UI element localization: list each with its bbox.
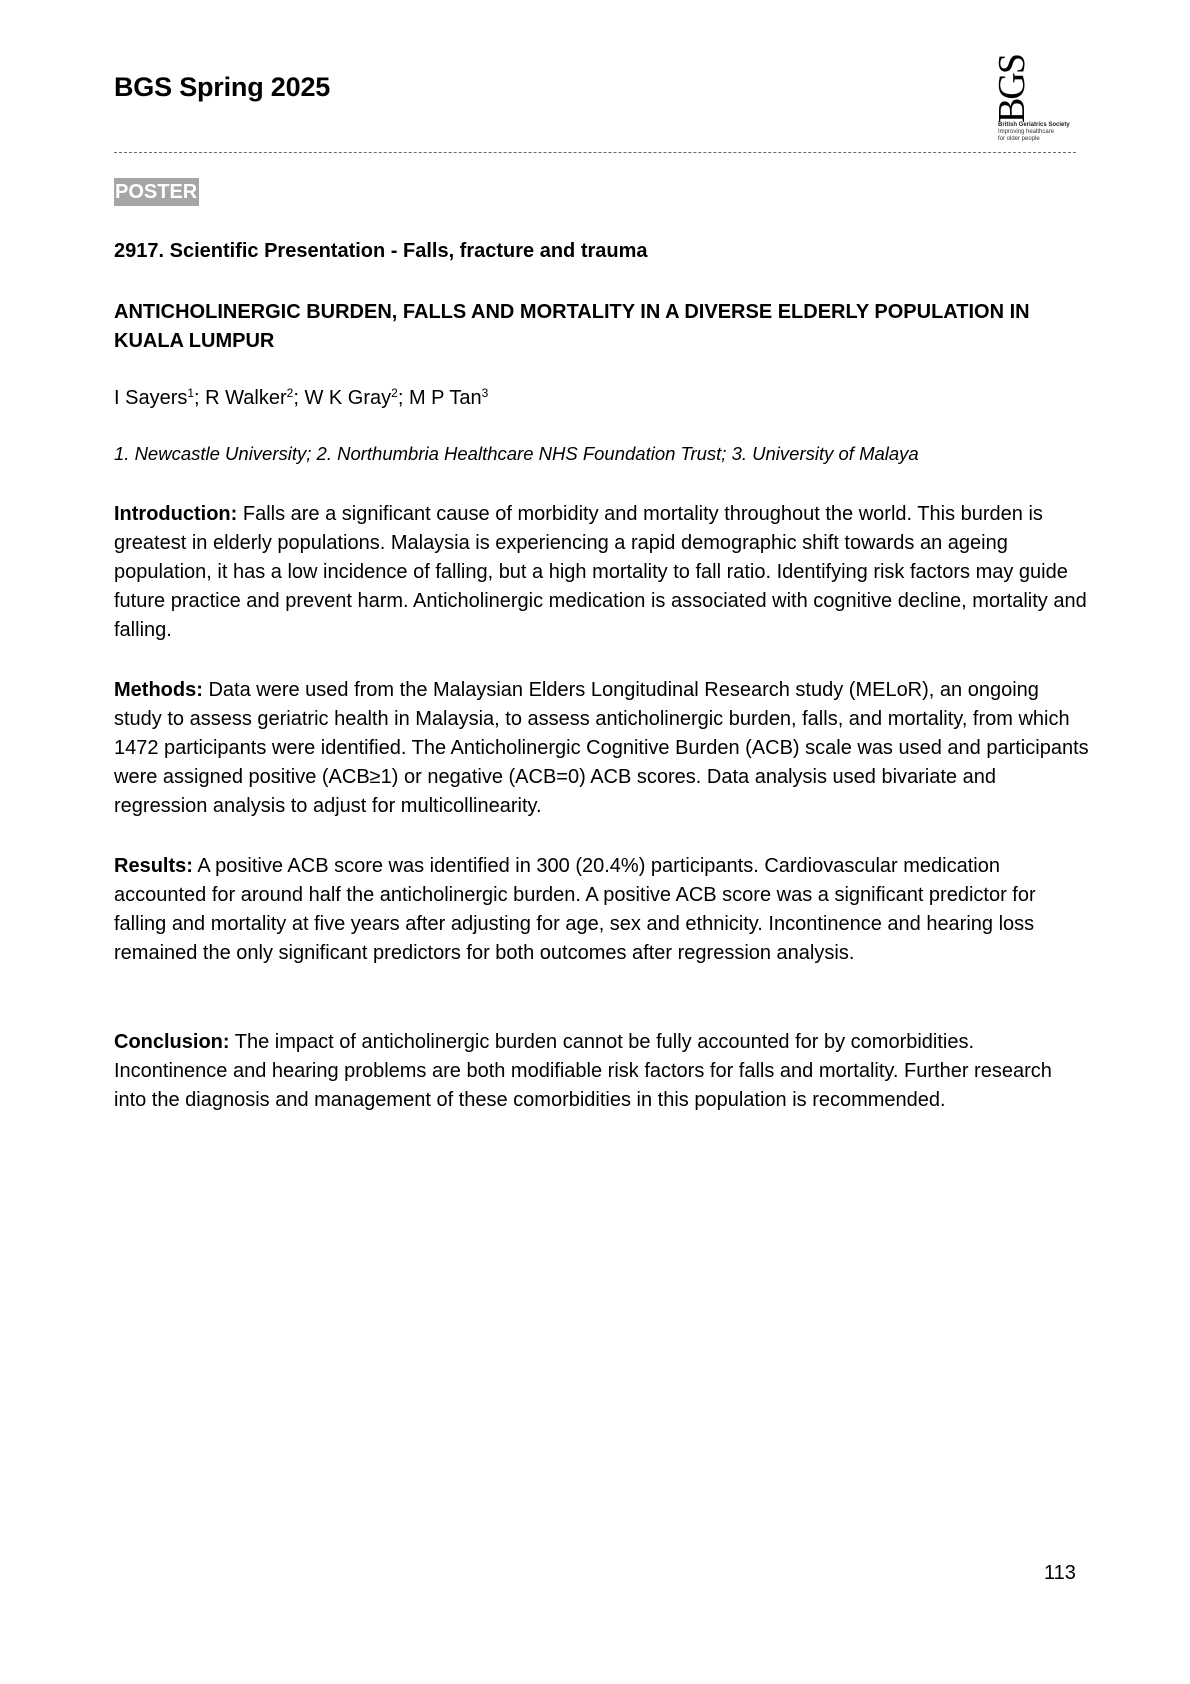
author-name: W K Gray [304, 387, 392, 409]
introduction-section [114, 500, 1089, 645]
section-text: The impact of anticholinergic burden cannot be fully accounted for by comorbidities. Incontinence and hearing problems are both modifiable risk factors for falls and mortality. Further research into the diagnosis and management of these comorbidities in this population is recommended. [114, 1031, 1052, 1111]
author-separator: ; [194, 387, 206, 409]
author [114, 387, 205, 409]
author-list [114, 386, 488, 410]
section-label: Introduction: [114, 503, 238, 525]
author-name: M P Tan [408, 387, 482, 409]
bgs-logo [990, 52, 1104, 142]
author-separator: ; [293, 387, 305, 409]
poster-badge: POSTER [114, 178, 199, 206]
conclusion-section [114, 1028, 1089, 1115]
conference-title: BGS Spring 2025 [114, 72, 331, 102]
methods-section [114, 676, 1089, 821]
author [205, 387, 304, 409]
section-label: Results: [114, 855, 193, 877]
page-number: 113 [1044, 1562, 1076, 1584]
author-separator: ; [397, 387, 409, 409]
session-heading: 2917. Scientific Presentation - Falls, fracture and trauma [114, 240, 648, 262]
logo-tagline-1: Improving healthcare [998, 129, 1055, 135]
header-divider [114, 152, 1076, 153]
logo-org-name: British Geriatrics Society [998, 122, 1070, 128]
section-text: Data were used from the Malaysian Elders Longitudinal Research study (MELoR), an ongoing study to assess geriatric health in Malaysia, to assess anticholinergic burden, falls, and mortality, from which 1472 participants were identified. The Anticholinergic Cognitive Burden (ACB) scale was used and participants were assigned positive (ACB≥1) or negative (ACB=0) ACB scores. Data analysis used bivariate and regression analysis to adjust for multicollinearity. [114, 679, 1089, 817]
author [409, 387, 488, 409]
author-affiliation-ref: 2 [286, 386, 294, 400]
section-text: A positive ACB score was identified in 300 (20.4%) participants. Cardiovascular medication accounted for around half the anticholinergic burden. A positive ACB score was a significant predictor for falling and mortality at five years after adjusting for age, sex and ethnicity. Incontinence and hearing loss remained the only significant predictors for both outcomes after regression analysis. [114, 855, 1036, 964]
author-affiliation-ref: 1 [187, 386, 195, 400]
author [304, 387, 408, 409]
abstract-title: ANTICHOLINERGIC BURDEN, FALLS AND MORTALITY IN A DIVERSE ELDERLY POPULATION IN KUALA LUMPUR [114, 301, 1030, 352]
logo-text [998, 122, 1070, 143]
section-text: Falls are a significant cause of morbidity and mortality throughout the world. This burden is greatest in elderly populations. Malaysia is experiencing a rapid demographic shift towards an ageing population, it has a low incidence of falling, but a high mortality to fall ratio. Identifying risk factors may guide future practice and prevent harm. Anticholinergic medication is associated with cognitive decline, mortality and falling. [114, 503, 1087, 641]
author-affiliation-ref: 3 [481, 386, 489, 400]
author-name: I Sayers [114, 387, 188, 409]
section-label: Methods: [114, 679, 203, 701]
results-section [114, 852, 1089, 968]
section-label: Conclusion: [114, 1031, 230, 1053]
logo-mark-text: BGS [990, 55, 1033, 123]
author-affiliation-ref: 2 [391, 386, 398, 400]
logo-mark [990, 52, 1033, 123]
logo-tagline-2: for older people [998, 136, 1040, 142]
affiliations: 1. Newcastle University; 2. Northumbria Healthcare NHS Foundation Trust; 3. University of Malaya [114, 443, 919, 464]
author-name: R Walker [205, 387, 287, 409]
